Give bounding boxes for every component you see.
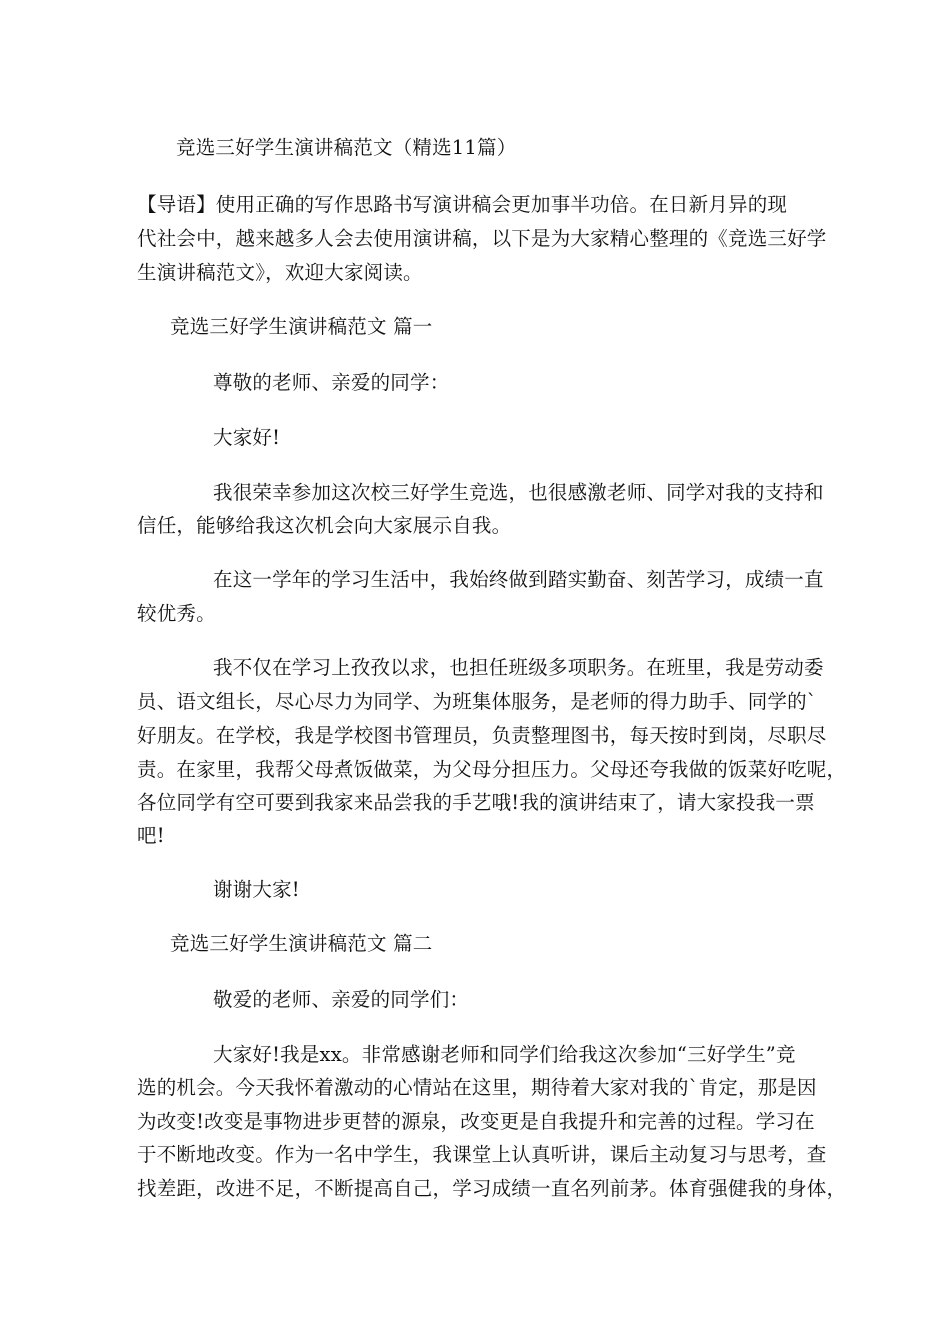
section1-p3-line-2: 员、语文组长，尽心尽力为同学、为班集体服务，是老师的得力助手、同学的`	[137, 690, 817, 713]
section1-p3-line-3: 好朋友。在学校，我是学校图书管理员，负责整理图书，每天按时到岗，尽职尽	[137, 724, 827, 747]
section1-heading: 竞选三好学生演讲稿范文 篇一	[170, 315, 433, 338]
section1-salutation: 尊敬的老师、亲爱的同学：	[213, 371, 450, 394]
document-title: 竞选三好学生演讲稿范文（精选11篇）	[176, 136, 517, 159]
section1-greeting: 大家好!	[213, 426, 281, 449]
section2-p1-line-5: 找差距，改进不足，不断提高自己，学习成绩一直名列前茅。体育强健我的身体，	[137, 1177, 847, 1200]
intro-line-3: 生演讲稿范文》，欢迎大家阅读。	[137, 261, 423, 284]
section1-p3-line-1: 我不仅在学习上孜孜以求，也担任班级多项职务。在班里，我是劳动委	[213, 656, 824, 679]
section2-p1-line-3: 为改变!改变是事物进步更替的源泉，改变更是自我提升和完善的过程。学习在	[137, 1110, 815, 1133]
section2-p1-line-1: 大家好!我是xx。非常感谢老师和同学们给我这次参加“三好学生”竞	[213, 1043, 796, 1066]
section1-p1-line-2: 信任，能够给我这次机会向大家展示自我。	[137, 514, 512, 537]
section1-p3-line-5: 各位同学有空可要到我家来品尝我的手艺哦!我的演讲结束了，请大家投我一票	[137, 791, 815, 814]
section1-closing: 谢谢大家!	[213, 878, 300, 901]
section2-p1-line-4: 于不断地改变。作为一名中学生，我课堂上认真听讲，课后主动复习与思考，查	[137, 1143, 827, 1166]
section1-p3-line-6: 吧!	[137, 824, 165, 847]
section1-p2-line-2: 较优秀。	[137, 602, 216, 625]
section1-p3-line-4: 责。在家里，我帮父母煮饭做菜，为父母分担压力。父母还夸我做的饭菜好吃呢，	[137, 758, 847, 781]
section1-p2-line-1: 在这一学年的学习生活中，我始终做到踏实勤奋、刻苦学习，成绩一直	[213, 568, 824, 591]
section2-heading: 竞选三好学生演讲稿范文 篇二	[170, 932, 433, 955]
section2-p1-line-2: 选的机会。今天我怀着激动的心情站在这里，期待着大家对我的`肯定，那是因	[137, 1076, 817, 1099]
section2-salutation: 敬爱的老师、亲爱的同学们：	[213, 988, 470, 1011]
section1-p1-line-1: 我很荣幸参加这次校三好学生竞选，也很感激老师、同学对我的支持和	[213, 481, 824, 504]
intro-line-1: 【导语】使用正确的写作思路书写演讲稿会更加事半功倍。在日新月异的现	[137, 193, 788, 216]
intro-line-2: 代社会中，越来越多人会去使用演讲稿，以下是为大家精心整理的《竞选三好学	[137, 227, 827, 250]
